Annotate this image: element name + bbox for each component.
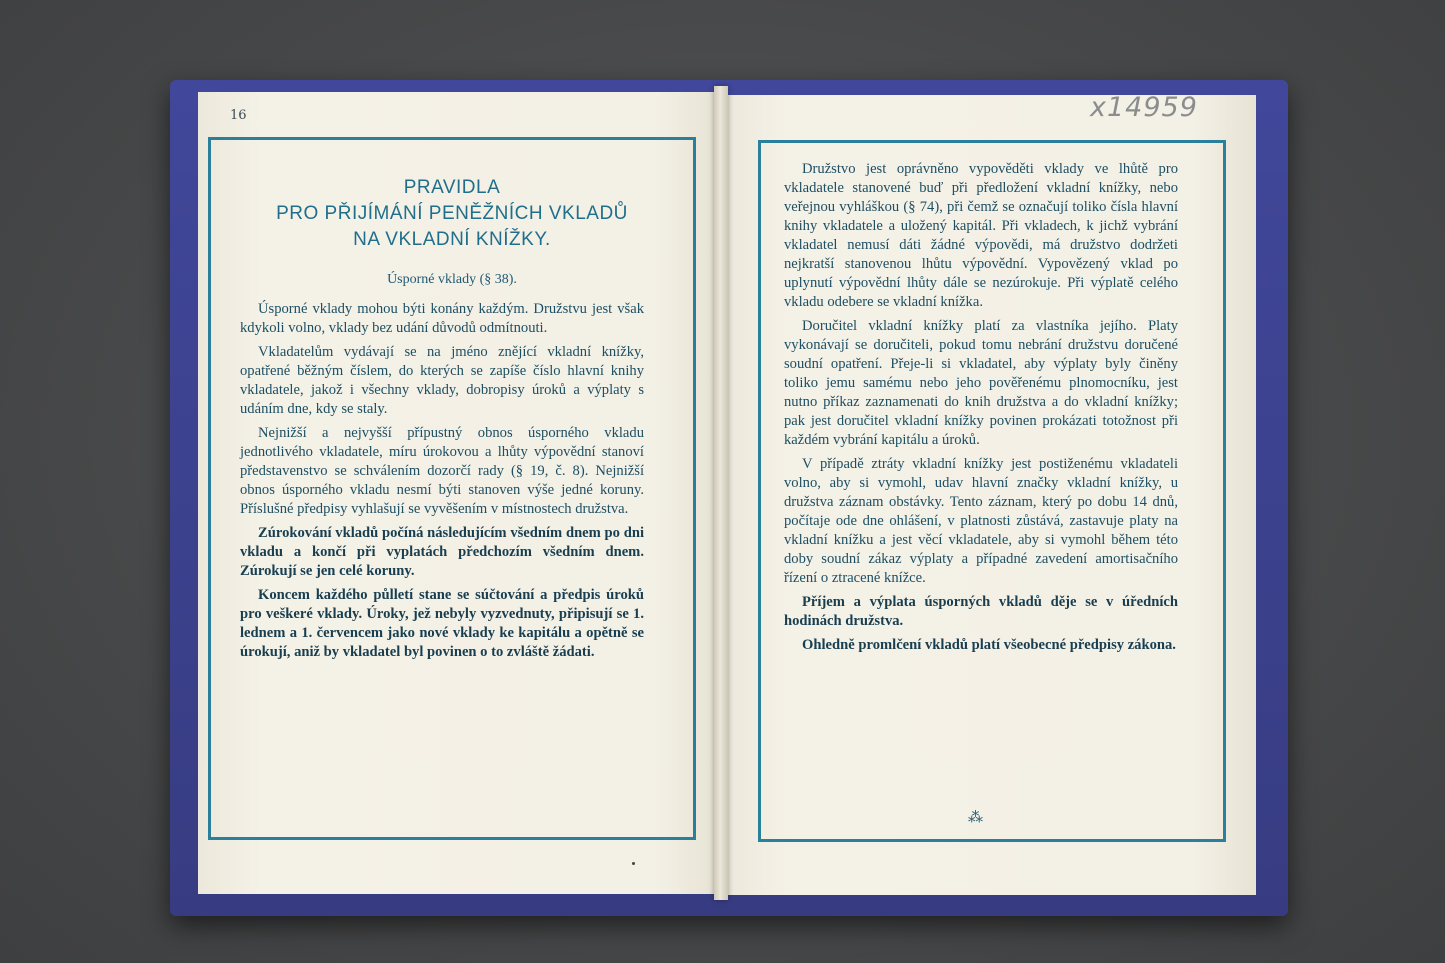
left-paragraph-5: Koncem každého půlletí stane se súčtování a předpis úroků pro veškeré vklady. Úroky, jež nebyly vyzvednuty, připisují se 1. lednem a 1. červencem jako nové vklady ke kapitálu a opětně se úrokují, aniž by vkladatel byl povinen o to zvláště žádati. <box>240 587 644 660</box>
page-title-line-3: NA VKLADNÍ KNÍŽKY. <box>353 229 551 250</box>
right-paragraph-4: Příjem a výplata úsporných vkladů děje se v úředních hodinách družstva. <box>784 594 1178 629</box>
ornament-icon: ⁂ <box>968 808 983 826</box>
right-paragraph-2: Doručitel vkladní knížky platí za vlastníka jejího. Platy vykonávají se doručiteli, pokud tomu nebrání družstvu doručené soudní opatření. Přeje-li si vkladatel, aby výplaty byly činěny toliko jemu samému nebo jeho pověřenému plnomocníku, jest nutno příkaz zaznamenati do knih družstva a do vkladní knížky; pak jest doručitel vkladní knížky povinen prokázati totožnost při každém vybrání kapitálu a úroků. <box>784 318 1178 448</box>
left-paragraph-3: Nejnižší a nejvyšší přípustný obnos úsporného vkladu jednotlivého vkladatele, míru úrokovou a lhůty výpovědní stanoví představenstvo se schválením dozorčí rady (§ 19, č. 8). Nejnižší obnos úsporného vkladu nesmí býti stanoven výše jedné koruny. Příslušné předpisy vyhlašují se vyvěšením v místnostech družstva. <box>240 425 644 517</box>
section-heading: Úsporné vklady (§ 38). <box>387 272 517 287</box>
page-title-line-1: PRAVIDLA <box>403 177 501 198</box>
right-paragraph-3: V případě ztráty vkladní knížky jest postiženému vkladateli volno, aby si vymohl, udav hlavní značky vkladní knížky, u družstva záznam obstávky. Tento záznam, který po dobu 14 dnů, počítaje ode dne ohlášení, v platnosti zůstává, zastavuje platy na vkladní knížku a jest věcí vkladatele, aby si vymohl během této doby soudní zákaz výplaty a případné zavedení amortisačního řízení o ztracené knížce. <box>784 456 1178 586</box>
right-page-text <box>784 160 1178 660</box>
right-paragraph-1: Družstvo jest oprávněno vypověděti vklady ve lhůtě pro vkladatele stanovené buď při předložení vkladní knížky, nebo veřejnou vyhláškou (§ 74), při čemž se označují toliko čísla hlavní knihy vkladatele a uložený kapitál. Při vkladech, k jichž vybrání vkladatel nemusí dáti žádné výpovědi, má družstvo dodržeti nejkratší stanovenou lhůtu výpovědní. Vypovězený vklad po uplynutí výpovědní lhůty dále se nezúrokuje. Při výplatě celého vkladu odebere se vkladní knížka. <box>784 161 1178 310</box>
left-paragraph-2: Vkladatelům vydávají se na jméno znějící vkladní knížky, opatřené běžným číslem, do kterých se zapíše číslo hlavní knihy vkladatele, jakož i všechny vklady, dobropisy úroků a výplaty s udáním dne, kdy se staly. <box>240 344 644 417</box>
handwritten-inventory-number: x14959 <box>1090 92 1198 123</box>
left-page-text <box>240 300 644 667</box>
book-gutter <box>714 86 728 900</box>
left-paragraph-1: Úsporné vklady mohou býti konány každým. Družstvu jest však kdykoli volno, vklady bez udání důvodů odmítnouti. <box>240 301 644 336</box>
page-number: 16 <box>230 108 247 123</box>
left-paragraph-4: Zúrokování vkladů počíná následujícím všedním dnem po dni vkladu a končí při vyplatách předchozím všedním dnem. Zúrokují se jen celé koruny. <box>240 525 644 579</box>
page-speck <box>632 862 635 865</box>
page-title-line-2: PRO PŘIJÍMÁNÍ PENĚŽNÍCH VKLADŮ <box>276 203 628 224</box>
right-paragraph-5: Ohledně promlčení vkladů platí všeobecné předpisy zákona. <box>802 637 1176 653</box>
